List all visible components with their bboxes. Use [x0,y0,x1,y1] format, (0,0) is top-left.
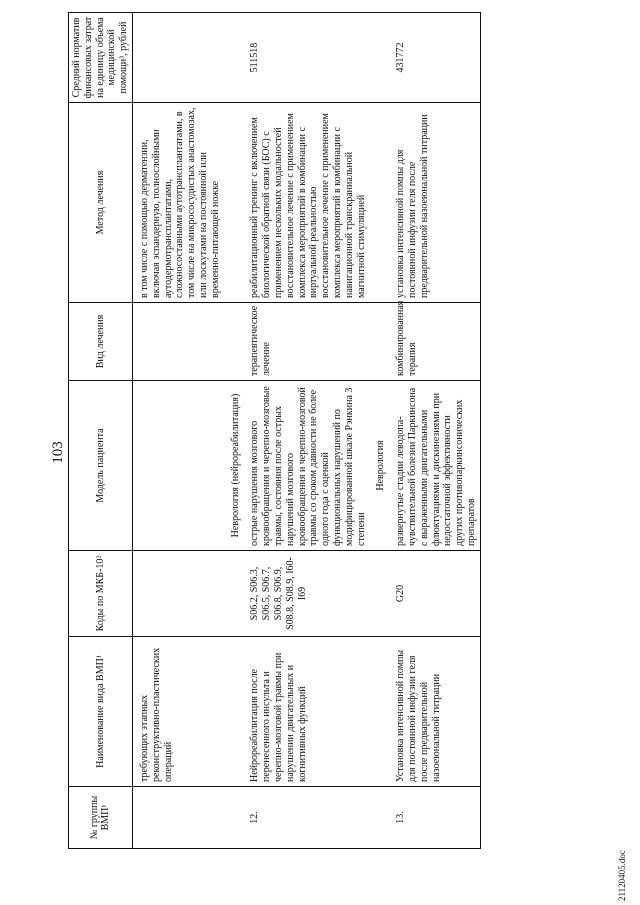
section-neurology: Неврология [369,381,393,551]
row-model: развернутые стадии леводопа-чувствительной болезни Паркинсона с выраженными двигательными флюктуациями и дискинезиями при недостаточной эффективности других противопаркинсонических препаратов [393,381,480,551]
table-row [247,13,369,849]
table-row [393,13,480,849]
header-model: Модель пациента [69,381,133,551]
row-type: терапевтическое лечение [247,303,369,381]
header-row [69,13,133,849]
continuation-row [132,13,223,849]
row-model: острые нарушения мозгового кровообращения и черепно-мозговые травмы, состояния после острых нарушений мозгового кровообращения и черепно-мозговой травмы со сроком давности не более одного года с оценкой функциональных нарушений по модифицированной шкале Рэнкина 3 степени [247,381,369,551]
row-type: комбинированная терапия [393,303,480,381]
continuation-name: требующих этапных реконструктивно-пластических операций [132,637,223,787]
section-row [224,13,248,849]
section-row [369,13,393,849]
header-name: Наименование вида ВМП¹ [69,637,133,787]
page-number: 103 [50,441,66,464]
row-cost: 511518 [247,13,369,103]
header-group: № группы ВМП¹ [69,787,133,849]
row-method: реабилитационный тренинг с включением биологической обратной связи (БОС) с применением нескольких модальностей восстановительное лечение с применением комплекса мероприятий в комбинации с виртуальной реальностью восстановительное лечение с применением комплекса мероприятий в комбинации с навигационной транскраниальной магнитной стимуляцией [247,103,369,303]
row-name: Нейрореабилитация после перенесенного инсульта и черепно-мозговой травмы при нарушении двигательных и когнитивных функций [247,637,369,787]
section-neuro-rehab: Неврология (нейрореабилитация) [224,381,248,551]
row-codes: G20 [393,551,480,637]
row-cost: 431772 [393,13,480,103]
row-group: 13. [393,787,480,849]
continuation-method: в том числе с помощью дерматензии, включая эспандерную, полнослойными аутодермотрансплантатами, сложносоставными аутотрансплантатами, в том числе на микрососудистых анастомозах, или лоскутами на постоянной или временно-питающей ножке [132,103,223,303]
footer-filename: 21120405.doc [617,850,627,901]
header-method: Метод лечения [69,103,133,303]
header-cost: Средний норматив финансовых затрат на единицу объема медицинской помощи³, рублей [69,13,133,103]
row-name: Установка интенсивной помпы для постоянной инфузии геля после предварительной назоеюнальной титрации [393,637,480,787]
header-type: Вид лечения [69,303,133,381]
row-codes: S06.2, S06.3, S06.5, S06.7, S06.8, S06.9, S08.8, S08.9, I60-I69 [247,551,369,637]
vmp-table [68,12,481,849]
row-method: установка интенсивной помпы для постоянной инфузии геля после предварительной назоеюнальной титрации [393,103,480,303]
row-group: 12. [247,787,369,849]
header-codes: Коды по МКБ-10² [69,551,133,637]
